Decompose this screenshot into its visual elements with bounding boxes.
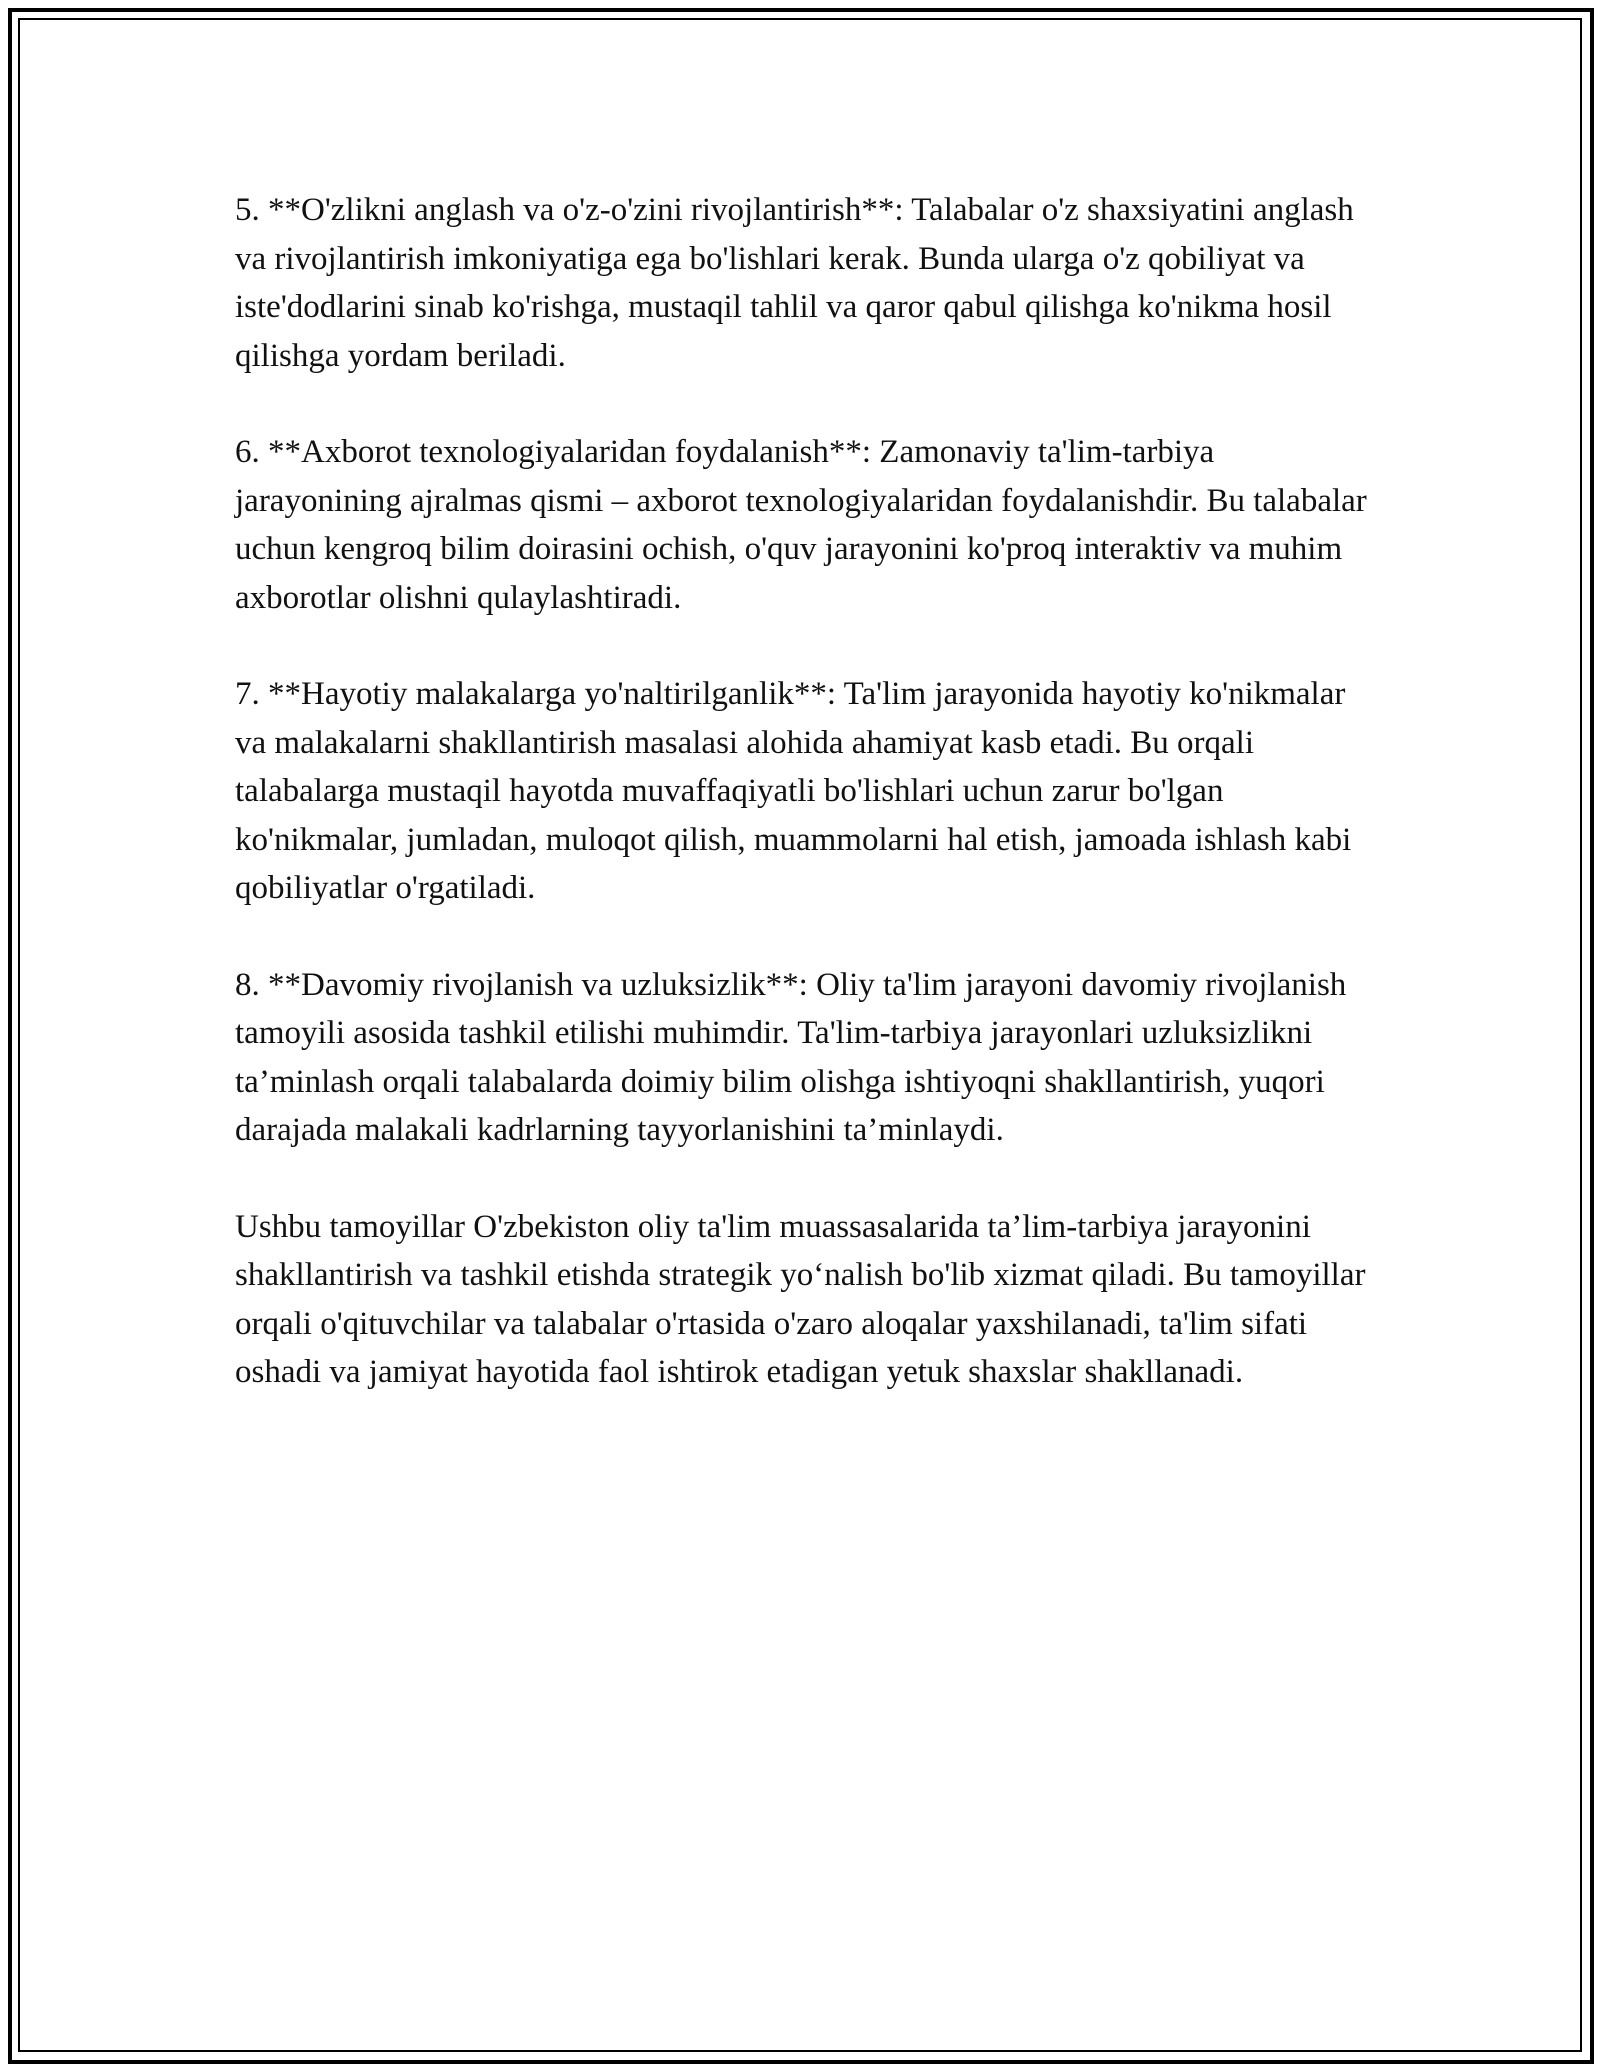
- document-body: [235, 186, 1375, 1445]
- paragraph-conclusion: Ushbu tamoyillar O'zbekiston oliy ta'lim muassasalarida ta’lim-tarbiya jarayonini shakllantirish va tashkil etishda strategik yo‘nalish bo'lib xizmat qiladi. Bu tamoyillar orqali o'qituvchilar va talabalar o'rtasida o'zaro aloqalar yaxshilanadi, ta'lim sifati oshadi va jamiyat hayotida faol ishtirok etadigan yetuk shaxslar shakllanadi.: [235, 1208, 1366, 1390]
- paragraph-point-6: 6. **Axborot texnologiyalaridan foydalanish**: Zamonaviy ta'lim-tarbiya jarayonining ajralmas qismi – axborot texnologiyalaridan foydalanishdir. Bu talabalar uchun kengroq bilim doirasini ochish, o'quv jarayonini ko'proq interaktiv va muhim axborotlar olishni qulaylashtiradi.: [235, 434, 1367, 616]
- paragraph-point-8: 8. **Davomiy rivojlanish va uzluksizlik**: Oliy ta'lim jarayoni davomiy rivojlanish tamoyili asosida tashkil etilishi muhimdir. Ta'lim-tarbiya jarayonlari uzluksizlikni ta’minlash orqali talabalarda doimiy bilim olishga ishtiyoqni shakllantirish, yuqori darajada malakali kadrlarning tayyorlanishini ta’minlaydi.: [235, 966, 1347, 1148]
- paragraph-point-7: 7. **Hayotiy malakalarga yo'naltirilganlik**: Ta'lim jarayonida hayotiy ko'nikmalar va malakalarni shakllantirish masalasi alohida ahamiyat kasb etadi. Bu orqali talabalarga mustaqil hayotda muvaffaqiyatli bo'lishlari uchun zarur bo'lgan ko'nikmalar, jumladan, muloqot qilish, muammolarni hal etish, jamoada ishlash kabi qobiliyatlar o'rgatiladi.: [235, 676, 1352, 906]
- paragraph-point-5: 5. **O'zlikni anglash va o'z-o'zini rivojlantirish**: Talabalar o'z shaxsiyatini anglash va rivojlantirish imkoniyatiga ega bo'lishlari kerak. Bunda ularga o'z qobiliyat va iste'dodlarini sinab ko'rishga, mustaqil tahlil va qaror qabul qilishga ko'nikma hosil qilishga yordam beriladi.: [235, 192, 1354, 374]
